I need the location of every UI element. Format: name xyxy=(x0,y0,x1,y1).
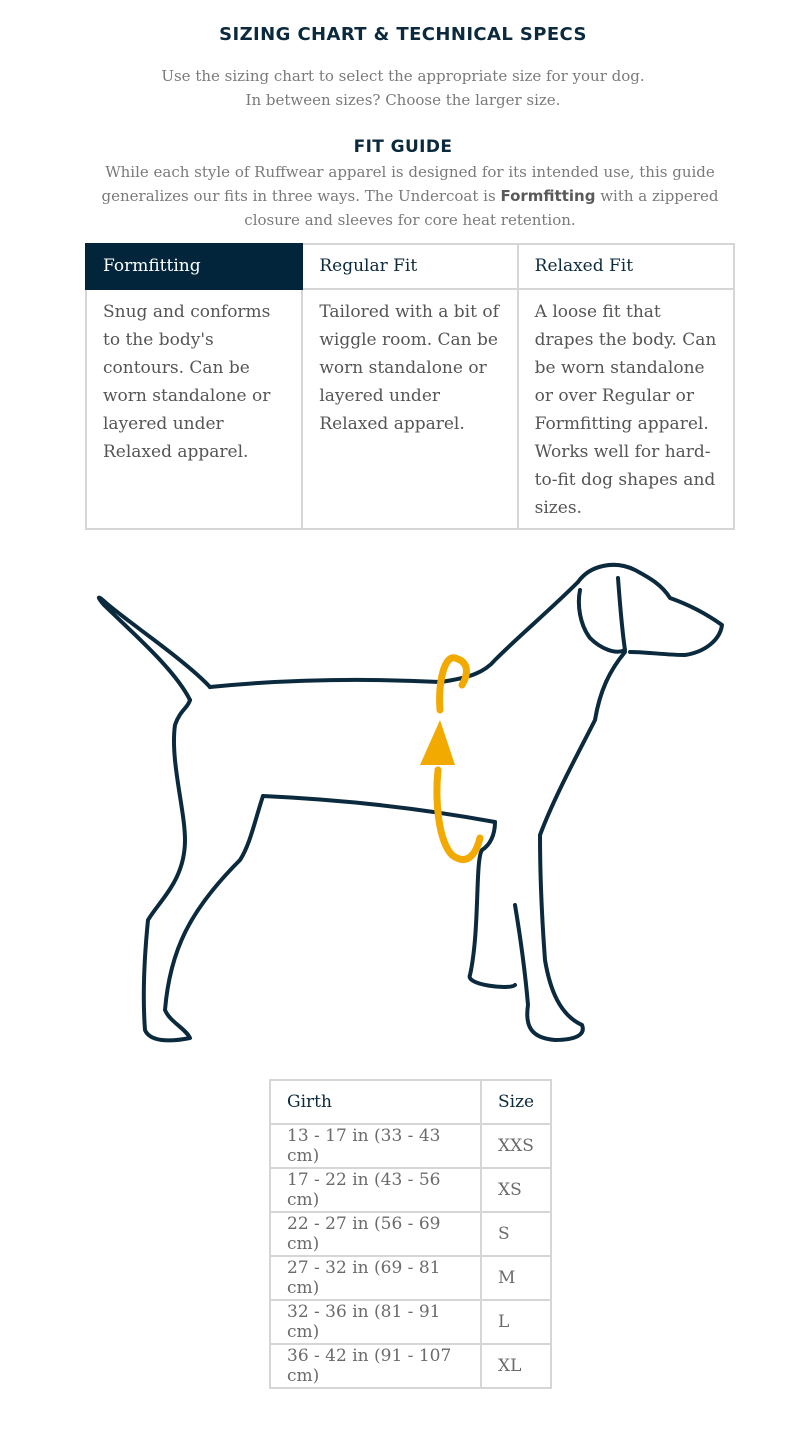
size-column-header: Size xyxy=(481,1080,551,1124)
dog-outline xyxy=(99,565,722,1041)
fit-desc-bold: Formfitting xyxy=(500,187,596,205)
size-chart-header-row xyxy=(270,1080,551,1124)
page-title: SIZING CHART & TECHNICAL SPECS xyxy=(219,24,587,45)
tab-relaxed-fit[interactable]: Relaxed Fit xyxy=(518,244,734,289)
fit-desc-after: with a zippered closure and sleeves for core heat retention. xyxy=(244,187,719,229)
table-row xyxy=(270,1212,551,1256)
regular-fit-description: Tailored with a bit of wiggle room. Can be worn standalone or layered under Relaxed apparel. xyxy=(302,289,517,529)
size-cell: XL xyxy=(481,1344,551,1388)
size-chart-table xyxy=(269,1079,552,1389)
fit-desc-before: While each style of Ruffwear apparel is designed for its intended use, this guide generalizes our fits in three ways. The Undercoat is xyxy=(101,163,715,205)
table-row xyxy=(270,1124,551,1168)
size-cell: S xyxy=(481,1212,551,1256)
girth-cell: 13 - 17 in (33 - 43 cm) xyxy=(270,1124,481,1168)
formfitting-description: Snug and conforms to the body's contours. Can be worn standalone or layered under Relaxed apparel. xyxy=(86,289,302,529)
fit-guide-table xyxy=(85,243,735,530)
table-row xyxy=(270,1300,551,1344)
relaxed-fit-description: A loose fit that drapes the body. Can be worn standalone or over Regular or Formfitting apparel. Works well for hard-to-fit dog shapes and sizes. xyxy=(518,289,734,529)
tab-formfitting[interactable]: Formfitting xyxy=(86,244,302,289)
size-cell: XS xyxy=(481,1168,551,1212)
girth-cell: 36 - 42 in (91 - 107 cm) xyxy=(270,1344,481,1388)
size-cell: L xyxy=(481,1300,551,1344)
tab-regular-fit[interactable]: Regular Fit xyxy=(302,244,517,289)
fit-guide-header-row xyxy=(86,244,734,289)
table-row xyxy=(270,1168,551,1212)
girth-column-header: Girth xyxy=(270,1080,481,1124)
sizing-intro xyxy=(0,64,806,112)
fit-guide-heading: FIT GUIDE xyxy=(353,137,453,157)
girth-cell: 27 - 32 in (69 - 81 cm) xyxy=(270,1256,481,1300)
sizing-intro-line-2: In between sizes? Choose the larger size. xyxy=(245,91,561,109)
table-row xyxy=(270,1344,551,1388)
sizing-intro-line-1: Use the sizing chart to select the appropriate size for your dog. xyxy=(161,67,645,85)
size-cell: XXS xyxy=(481,1124,551,1168)
girth-cell: 17 - 22 in (43 - 56 cm) xyxy=(270,1168,481,1212)
dog-girth-measurement-icon xyxy=(90,560,730,1050)
table-row xyxy=(270,1256,551,1300)
fit-guide-description xyxy=(86,160,734,232)
arrow-head-icon xyxy=(420,720,455,765)
fit-guide-body-row xyxy=(86,289,734,529)
girth-cell: 22 - 27 in (56 - 69 cm) xyxy=(270,1212,481,1256)
girth-cell: 32 - 36 in (81 - 91 cm) xyxy=(270,1300,481,1344)
size-cell: M xyxy=(481,1256,551,1300)
